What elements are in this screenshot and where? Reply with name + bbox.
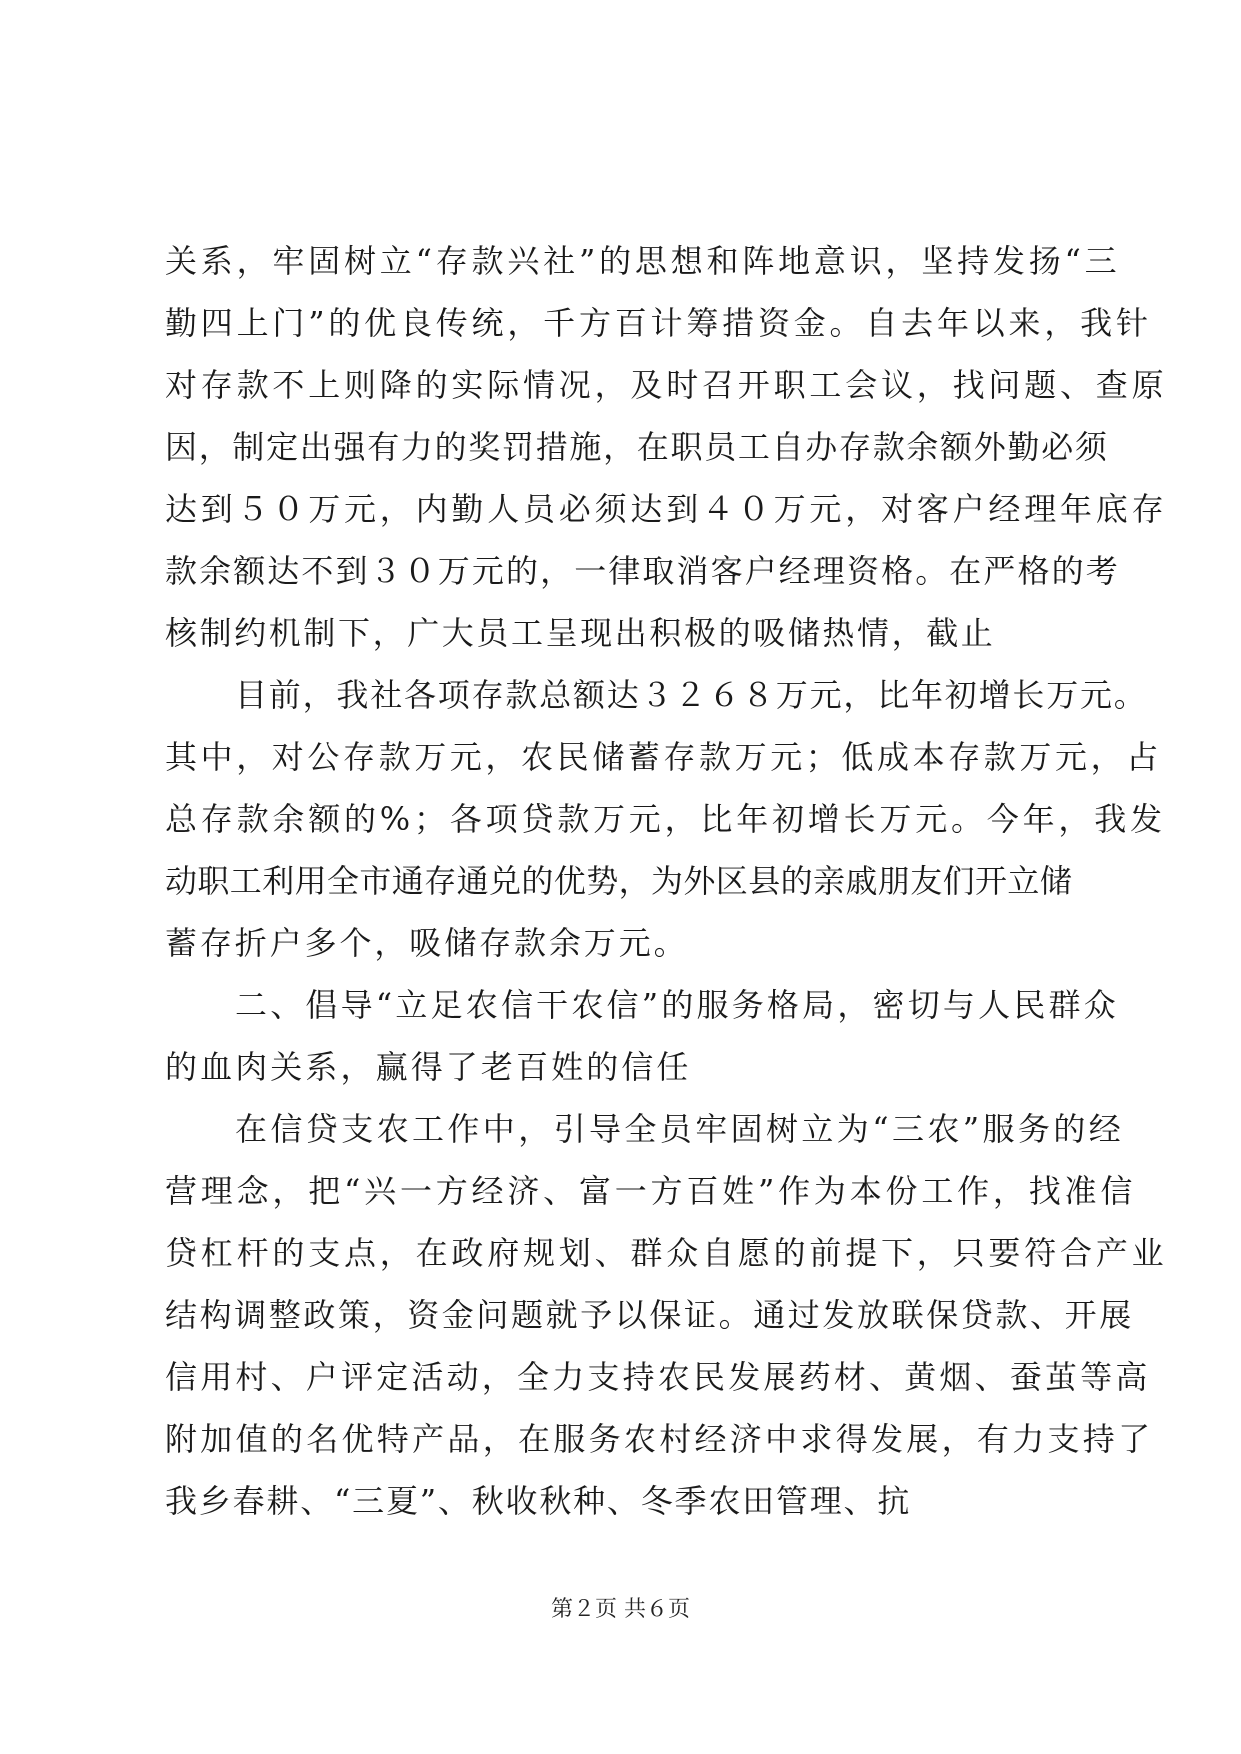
paragraph-first-line: 在信贷支农工作中，引导全员牢固树立为“三农”服务的经 bbox=[235, 1110, 1125, 1148]
text-line: 款余额达不到３０万元的，一律取消客户经理资格。在严格的考 bbox=[165, 552, 1120, 590]
text-line: 信用村、户评定活动，全力支持农民发展药材、黄烟、蚕茧等高 bbox=[165, 1358, 1151, 1396]
section-heading-line: 的血肉关系，赢得了老百姓的信任 bbox=[165, 1048, 692, 1086]
paragraph-first-line: 目前，我社各项存款总额达３２６８万元，比年初增长万元。 bbox=[235, 676, 1148, 714]
text-line: 达到５０万元，内勤人员必须达到４０万元，对客户经理年底存 bbox=[165, 490, 1168, 528]
text-line: 我乡春耕、“三夏”、秋收秋种、冬季农田管理、抗 bbox=[165, 1482, 912, 1520]
page-footer: 第２页 共６页 bbox=[551, 1597, 690, 1622]
text-line: 贷杠杆的支点，在政府规划、群众自愿的前提下，只要符合产业 bbox=[165, 1234, 1168, 1272]
text-line: 关系，牢固树立“存款兴社”的思想和阵地意识，坚持发扬“三 bbox=[165, 242, 1121, 280]
body-text bbox=[165, 230, 1168, 1532]
text-line: 勤四上门”的优良传统，千方百计筹措资金。自去年以来，我针 bbox=[165, 304, 1152, 342]
section-heading-line: 二、倡导“立足农信干农信”的服务格局，密切与人民群众 bbox=[235, 986, 1119, 1024]
text-line: 附加值的名优特产品，在服务农村经济中求得发展，有力支持了 bbox=[165, 1420, 1154, 1458]
text-line: 动职工利用全市通存通兑的优势，为外区县的亲戚朋友们开立储 bbox=[165, 862, 1073, 900]
text-line: 蓄存折户多个，吸储存款余万元。 bbox=[165, 924, 689, 962]
text-line: 结构调整政策，资金问题就予以保证。通过发放联保贷款、开展 bbox=[165, 1296, 1134, 1334]
text-line: 其中，对公存款万元，农民储蓄存款万元；低成本存款万元，占 bbox=[165, 738, 1162, 776]
text-line: 对存款不上则降的实际情况，及时召开职工会议，找问题、查原 bbox=[165, 366, 1168, 404]
text-line: 因，制定出强有力的奖罚措施，在职员工自办存款余额外勤必须 bbox=[165, 428, 1109, 466]
text-line: 核制约机制下，广大员工呈现出积极的吸储热情，截止 bbox=[165, 614, 996, 652]
text-line: 营理念，把“兴一方经济、富一方百姓”作为本份工作，找准信 bbox=[165, 1172, 1137, 1210]
text-line: 总存款余额的%；各项贷款万元，比年初增长万元。今年，我发 bbox=[165, 800, 1166, 838]
